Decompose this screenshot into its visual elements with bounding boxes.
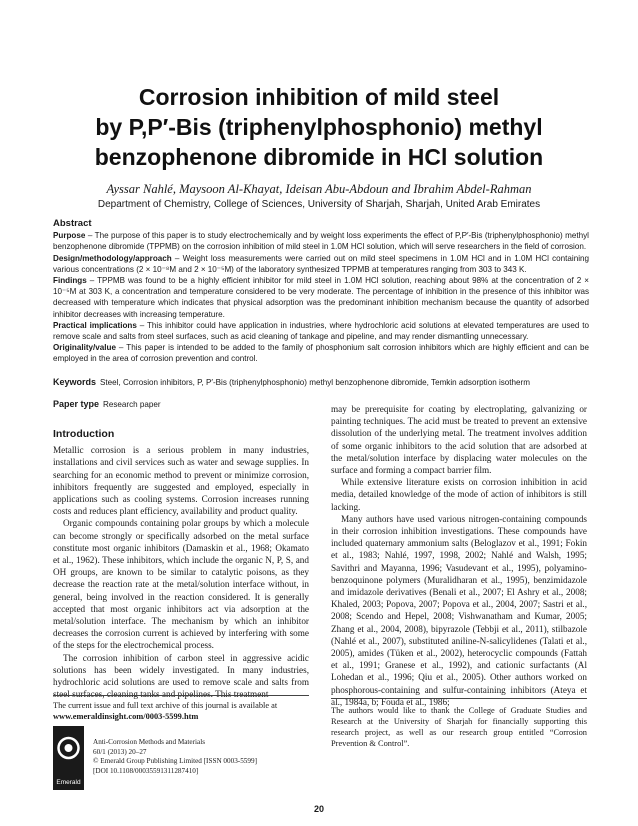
abstract-originality bbox=[53, 342, 589, 364]
design-label: Design/methodology/approach bbox=[53, 253, 172, 263]
right-paragraph-3: Many authors have used various nitrogen-containing compounds in their corrosion inhibition investigations. These compounds have included quaternary ammonium salts (Beloglazov et al., 1991; Fokin et al., 1983; Nahlé, 1997, 1998, 2002; Nahlé and Walsh, 1995; Savithri and Mayanna, 1996; Vasudevant et al., 1995), polyamino-benzoquinone polymers (Muralidharan et al., 1995), benzimidazole and imidazole derivatives (Benali et al., 2007; El Ashry et al., 2008; Khaled, 2003; Popova, 2007; Popova et al., 2004, 2007; Sastri et al., 2008; Scendo and Hepel, 2008; Vishwanatham and Kumar, 2005; Zhang et al., 2004, 2008), bipyrazole (Tebbji et al., 2011), stilbazole (Nahlé et al., 2007), substituted aniline-N-salicylidenes (Talati et al., 2005), amides (Tüken et al., 2002), heterocyclic compounds (Fattah et al., 1991; Granese et al., 1992), and cationic surfactants (Al Lohedan et al., 1996; Qiu et al., 2005). Other authors worked on phosphorous-containing and sulfur-containing inhibitors (Ateya et al., 1984a, b; Fouda et al., 1986; bbox=[331, 513, 587, 707]
logo-wordmark: Emerald bbox=[56, 779, 81, 786]
purpose-label: Purpose bbox=[53, 231, 86, 241]
pub-copyright: © Emerald Group Publishing Limited [ISSN 0003-5599] bbox=[93, 757, 257, 765]
abstract-purpose bbox=[53, 230, 589, 252]
footnote-divider-right bbox=[331, 698, 587, 699]
introduction-heading: Introduction bbox=[53, 428, 115, 440]
left-paragraph-3: The corrosion inhibition of carbon steel in aggressive acidic solutions has been widely investigated. In many industries, hydrochloric acid solutions are used to remove scale and salts from steel surfaces, cleaning tanks and pipelines. This treatment bbox=[53, 652, 309, 700]
findings-text: – TPPMB was found to be a highly efficient inhibitor for mild steel in 1.0M HCl solution, reaching about 98% at the concentration of 2 × 10⁻⁵M at 303 K, a concentration and temperature considered to be very moderate. The percentage of inhibition in the presence of this inhibitor was decreased with temperature which indicates that physical adsorption was the predominant inhibition mechanism because the quantity of adsorbed inhibitor decreases with increasing temperature. bbox=[53, 276, 589, 319]
right-column bbox=[331, 403, 587, 708]
abstract-findings bbox=[53, 275, 589, 320]
practical-text: – This inhibitor could have application in industries, where hydrochloric acid solutions at elevated temperatures are used to remove scale and salts from steel surfaces, such as acid cleaning of tankage and pipeline, and may render dismantling unnecessary. bbox=[53, 320, 590, 342]
footnote-divider-left bbox=[53, 695, 309, 696]
pub-doi: [DOI 10.1108/00035591311287410] bbox=[93, 766, 199, 775]
left-column bbox=[53, 428, 309, 700]
practical-label: Practical implications bbox=[53, 320, 137, 330]
right-paragraph-2: While extensive literature exists on corrosion inhibition in acid media, detailed knowledge of the mode of action of inhibitors is still lacking. bbox=[331, 477, 587, 512]
keywords-text: Steel, Corrosion inhibitors, P, P′-Bis (triphenylphosphonio) methyl benzophenone dibromide, Temkin adsorption isotherm bbox=[100, 378, 530, 387]
title-line-3: benzophenone dibromide in HCl solution bbox=[94, 144, 544, 170]
abstract-block bbox=[53, 218, 589, 365]
purpose-text: – The purpose of this paper is to study electrochemically and by weight loss experiments the effect of P,P′-Bis (triphenylphosphonio) methyl benzophenone dibromide (TPPMB) on the corrosion inhibition of mild steel in 1.0M HCl solution, which will serve researchers in the field of corrosion. bbox=[53, 231, 589, 252]
journal-archive-note bbox=[53, 700, 309, 722]
keywords-label: Keywords bbox=[53, 377, 97, 387]
design-text: – Weight loss measurements were carried out on mild steel specimens in 1.0M HCl and in 1.0M HCl containing various concentrations (2 × 10⁻⁸M and 2 × 10⁻⁵M) of the laboratory synthesized TPPMB at temperatures ranging from 303 to 343 K. bbox=[53, 253, 589, 274]
left-paragraph-1: Metallic corrosion is a serious problem in many industries, installations and civil services such as water and sewage supplies. In searching for an economic method to prevent or minimize corrosion, inhibitors frequently are suggested and employed, especially in applications such as cooling systems. Corrosion increases running costs and reduces plant efficiency, availability and product quality. bbox=[53, 445, 309, 517]
right-paragraph-1: may be prerequisite for coating by electroplating, galvanizing or painting techniques. The acid must be treated to prevent an extensive dissolution of the underlying metal. The treatment involves addition of some organic inhibitors to the acid solution that are adsorbed at the metal/solution interface by displacing water molecules on the surface and forming a compact barrier film. bbox=[331, 404, 587, 476]
keywords-line bbox=[53, 377, 593, 387]
affiliation: Department of Chemistry, College of Sciences, University of Sharjah, Sharjah, United Arab Emirates bbox=[97, 199, 541, 210]
abstract-heading: Abstract bbox=[53, 218, 92, 229]
title-line-1: Corrosion inhibition of mild steel bbox=[138, 84, 500, 110]
pub-journal: Anti-Corrosion Methods and Materials bbox=[93, 738, 205, 746]
archive-note-text: The current issue and full text archive of this journal is available at bbox=[53, 701, 278, 710]
publication-info bbox=[93, 738, 257, 776]
title-line-2: by P,P′-Bis (triphenylphosphonio) methyl bbox=[95, 114, 543, 140]
emerald-logo-icon bbox=[53, 726, 84, 790]
originality-text: – This paper is intended to be added to the family of phosphonium salt corrosion inhibitors which are highly efficient and can be employed in the area of corrosion prevention and control. bbox=[53, 343, 589, 364]
paper-type-text: Research paper bbox=[103, 400, 161, 409]
abstract-practical bbox=[53, 320, 589, 342]
paper-type-label: Paper type bbox=[53, 399, 100, 409]
pub-volume: 60/1 (2013) 20–27 bbox=[93, 747, 147, 756]
left-paragraph-2: Organic compounds containing polar groups by which a molecule can become strongly or specifically adsorbed on the metal surface constitute most organic inhibitors (Damaskin et al., 1968; Okamato et al., 1962). These inhibitors, which include the organic N, P, S, and OH groups, are known to be similar to catalytic poisons, as they decrease the reaction rate at the metal/solution interface without, in general, being involved in the reaction considered. It is generally accepted that most organic inhibitors act via adsorption at the metal/solution interface. The mechanism by which an inhibitor decreases the corrosion current is achieved by interfering with some of the steps for the electrochemical process. bbox=[53, 518, 309, 651]
abstract-design bbox=[53, 253, 589, 275]
findings-label: Findings bbox=[53, 276, 87, 286]
paper-type-line bbox=[53, 399, 161, 409]
page-number: 20 bbox=[313, 804, 324, 814]
author-list: Ayssar Nahlé, Maysoon Al-Khayat, Ideisan Abu-Abdoun and Ibrahim Abdel-Rahman bbox=[106, 182, 532, 196]
originality-label: Originality/value bbox=[53, 343, 116, 353]
acknowledgement-note: The authors would like to thank the College of Graduate Studies and Research at the University of Sharjah for financially supporting this research project, as well as our research group entitled “Corrosion Prevention & Control”. bbox=[331, 706, 587, 748]
journal-url-link[interactable]: www.emeraldinsight.com/0003-5599.htm bbox=[53, 712, 199, 721]
article-title bbox=[0, 82, 638, 172]
